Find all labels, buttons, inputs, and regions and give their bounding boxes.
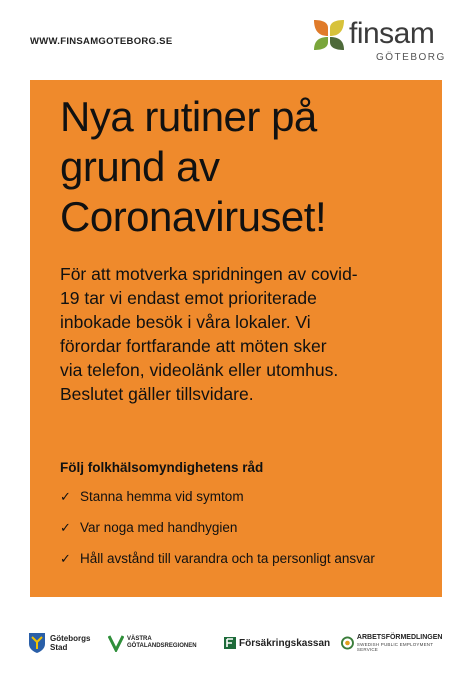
list-item <box>60 550 400 567</box>
headline <box>60 92 430 242</box>
list-item <box>60 488 400 505</box>
vgr-icon <box>108 634 124 652</box>
lead-line: via telefon, videolänk eller utomhus. <box>60 360 339 380</box>
goteborgs-stad-logo <box>28 628 90 658</box>
advice-title: Följ folkhälsomyndighetens råd <box>60 460 264 475</box>
check-icon: ✓ <box>60 551 71 566</box>
logo-text: VÄSTRA <box>127 636 152 642</box>
logo-text: Försäkringskassan <box>239 637 331 649</box>
lead-line: förordar fortfarande att möten sker <box>60 336 327 356</box>
website-url[interactable]: WWW.FINSAMGOTEBORG.SE <box>30 36 173 47</box>
arbetsformedlingen-logo <box>341 628 448 658</box>
check-icon: ✓ <box>60 520 71 535</box>
brand-name: finsam <box>349 17 435 50</box>
notice-panel <box>30 80 442 597</box>
finsam-leaf-icon <box>312 18 346 52</box>
logo-text: Göteborgs <box>50 634 91 643</box>
lead-line: Beslutet gäller tillsvidare. <box>60 384 254 404</box>
logo-text: Stad <box>50 643 68 652</box>
advice-text: Var noga med handhygien <box>80 520 238 535</box>
headline-line: Nya rutiner på <box>60 93 317 140</box>
lead-paragraph <box>60 262 420 406</box>
vgr-logo <box>108 628 197 658</box>
logo-text: ARBETSFÖRMEDLINGEN <box>356 634 443 641</box>
brand-city: GÖTEBORG <box>376 52 446 63</box>
partner-logos <box>28 628 448 658</box>
af-icon <box>341 636 354 650</box>
advice-text: Håll avstånd till varandra och ta personligt ansvar <box>80 551 375 566</box>
lead-line: För att motverka spridningen av covid- <box>60 264 358 284</box>
logo-text: GÖTALANDSREGIONEN <box>127 643 197 649</box>
finsam-logo <box>312 16 447 66</box>
headline-line: grund av <box>60 143 220 190</box>
fk-icon <box>224 637 236 649</box>
forsakringskassan-logo <box>224 628 330 658</box>
advice-text: Stanna hemma vid symtom <box>80 489 244 504</box>
check-icon: ✓ <box>60 489 71 504</box>
headline-line: Coronaviruset! <box>60 193 327 240</box>
advice-list <box>60 488 400 581</box>
list-item <box>60 519 400 536</box>
lead-line: 19 tar vi endast emot prioriterade <box>60 288 317 308</box>
lead-line: inbokade besök i våra lokaler. Vi <box>60 312 311 332</box>
goteborg-crest-icon <box>28 632 46 654</box>
logo-text: SWEDISH PUBLIC EMPLOYMENT SERVICE <box>356 642 434 652</box>
